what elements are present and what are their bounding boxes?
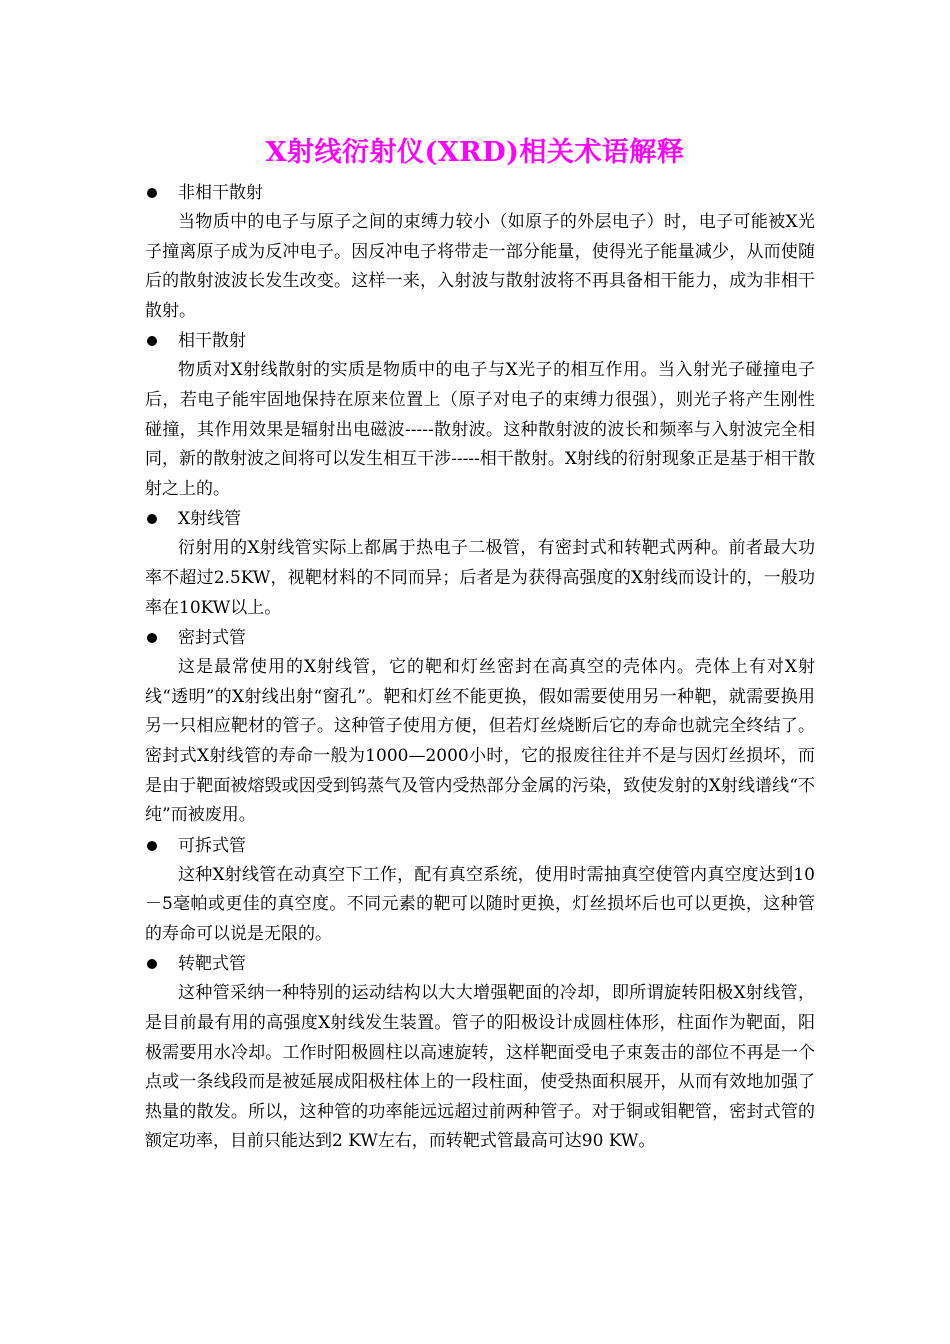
bullet-icon <box>147 959 157 969</box>
bullet-icon <box>147 841 157 851</box>
term-sealed-tube <box>145 623 815 653</box>
term-label: 密封式管 <box>178 628 246 649</box>
term-label: X射线管 <box>178 509 242 530</box>
term-description: 这是最常使用的X射线管，它的靶和灯丝密封在高真空的壳体内。壳体上有对X射线“透明”的X射线出射“窗孔”。靶和灯丝不能更换，假如需要使用另一种靶，就需要换用另一只相应靶材的管子。这种管子使用方便，但若灯丝烧断后它的寿命也就完全终结了。密封式X射线管的寿命一般为1000—2000小时，它的报废往往并不是与因灯丝损坏，而是由于靶面被熔毁或因受到钨蒸气及管内受热部分金属的污染，致使发射的X射线谱线“不纯”而被废用。 <box>145 657 815 826</box>
bullet-icon <box>147 336 157 346</box>
term-description: 这种X射线管在动真空下工作，配有真空系统，使用时需抽真空使管内真空度达到10－5毫帕或更佳的真空度。不同元素的靶可以随时更换，灯丝损坏后也可以更换，这种管的寿命可以说是无限的。 <box>145 864 815 944</box>
term-xray-tube <box>145 504 815 534</box>
bullet-icon <box>147 514 157 524</box>
term-description: 这种管采纳一种特别的运动结构以大大增强靶面的冷却，即所谓旋转阳极X射线管，是目前最有用的高强度X射线发生装置。管子的阳极设计成圆柱体形，柱面作为靶面，阳极需要用水冷却。工作时阳极圆柱以高速旋转，这样靶面受电子束轰击的部位不再是一个点或一条线段而是被延展成阳极柱体上的一段柱面，使受热面积展开，从而有效地加强了热量的散发。所以，这种管的功率能远远超过前两种管子。对于铜或钼靶管，密封式管的额定功率，目前只能达到2 KW左右，而转靶式管最高可达90 KW。 <box>145 983 815 1152</box>
term-demountable-tube <box>145 831 815 861</box>
document-body <box>145 178 815 1157</box>
term-description: 当物质中的电子与原子之间的束缚力较小（如原子的外层电子）时，电子可能被X光子撞离原子成为反冲电子。因反冲电子将带走一部分能量，使得光子能量减少，从而使随后的散射波波长发生改变。这样一来，入射波与散射波将不再具备相干能力，成为非相干散射。 <box>145 212 815 321</box>
term-label: 转靶式管 <box>178 954 246 975</box>
term-rotating-anode-tube <box>145 949 815 979</box>
term-description: 物质对X射线散射的实质是物质中的电子与X光子的相互作用。当入射光子碰撞电子后，若电子能牢固地保持在原来位置上（原子对电子的束缚力很强），则光子将产生刚性碰撞，其作用效果是辐射出电磁波-----散射波。这种散射波的波长和频率与入射波完全相同，新的散射波之间将可以发生相互干涉-----相干散射。X射线的衍射现象正是基于相干散射之上的。 <box>145 360 815 499</box>
bullet-icon <box>147 633 157 643</box>
term-description: 衍射用的X射线管实际上都属于热电子二极管，有密封式和转靶式两种。前者最大功率不超过2.5KW，视靶材料的不同而异；后者是为获得高强度的X射线而设计的，一般功率在10KW以上。 <box>145 538 815 618</box>
term-label: 相干散射 <box>178 331 246 352</box>
term-label: 可拆式管 <box>178 835 246 856</box>
bullet-icon <box>147 188 157 198</box>
term-incoherent-scattering <box>145 178 815 208</box>
term-coherent-scattering <box>145 326 815 356</box>
document-title: X射线衍射仪(XRD)相关术语解释 <box>265 137 685 168</box>
term-label: 非相干散射 <box>178 183 263 203</box>
